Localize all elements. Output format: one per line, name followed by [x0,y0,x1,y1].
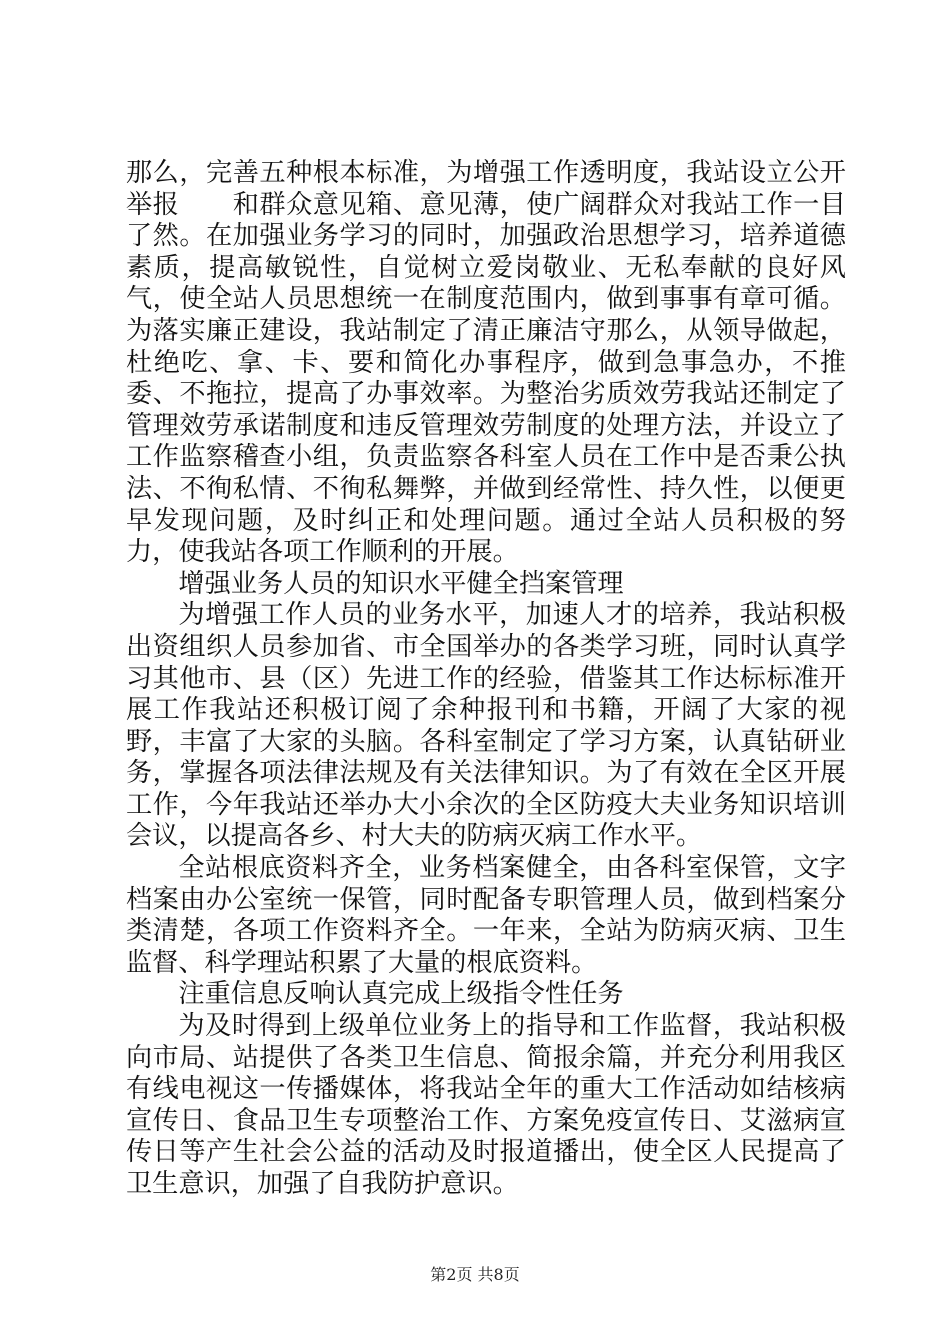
section-heading: 增强业务人员的知识水平健全挡案管理 [178,568,624,599]
paragraph: 为增强工作人员的业务水平，加速人才的培养，我站积极出资组织人员参加省、市全国举办的各类学习班，同时认真学习其他市、县（区）先进工作的经验，借鉴其工作达标标准开展工作我站还积极订阅了余种报刊和书籍，开阔了大家的视野，丰富了大家的头脑。各科室制定了学习方案，认真钻研业务，掌握各项法律法规及有关法律知识。为了有效在全区开展工作，今年我站还举办大小余次的全区防疫大夫业务知识培训会议，以提高各乡、村大夫的防病灭病工作水平。 [126,600,846,852]
page-number-footer: 第2页 共8页 [430,1265,520,1284]
paragraph: 全站根底资料齐全，业务档案健全，由各科室保管，文字档案由办公室统一保管，同时配备专职管理人员，做到档案分类清楚，各项工作资料齐全。一年来，全站为防病灭病、卫生监督、科学理站积累了大量的根底资料。 [126,853,846,978]
document-body [126,158,846,1201]
paragraph: 那么，完善五种根本标准，为增强工作透明度，我站设立公开举报 和群众意见箱、意见薄，使广阔群众对我站工作一目了然。在加强业务学习的同时，加强政治思想学习，培养道德素质，提高敏锐性，自觉树立爱岗敬业、无私奉献的良好风气，使全站人员思想统一在制度范围内，做到事事有章可循。为落实廉正建设，我站制定了清正廉洁守那么，从领导做起，杜绝吃、拿、卡、要和简化办事程序，做到急事急办，不推委、不拖拉，提高了办事效率。为整治劣质效劳我站还制定了管理效劳承诺制度和违反管理效劳制度的处理方法，并设立了工作监察稽查小组，负责监察各科室人员在工作中是否秉公执法、不徇私情、不徇私舞弊，并做到经常性、持久性，以便更早发现问题，及时纠正和处理问题。通过全站人员积极的努力，使我站各项工作顺利的开展。 [126,158,846,568]
section-heading: 注重信息反响认真完成上级指令性任务 [178,979,624,1010]
paragraph: 为及时得到上级单位业务上的指导和工作监督，我站积极向市局、站提供了各类卫生信息、简报余篇，并充分利用我区有线电视这一传播媒体，将我站全年的重大工作活动如结核病宣传日、食品卫生专项整治工作、方案免疫宣传日、艾滋病宣传日等产生社会公益的活动及时报道播出，使全区人民提高了卫生意识，加强了自我防护意识。 [126,1011,846,1199]
